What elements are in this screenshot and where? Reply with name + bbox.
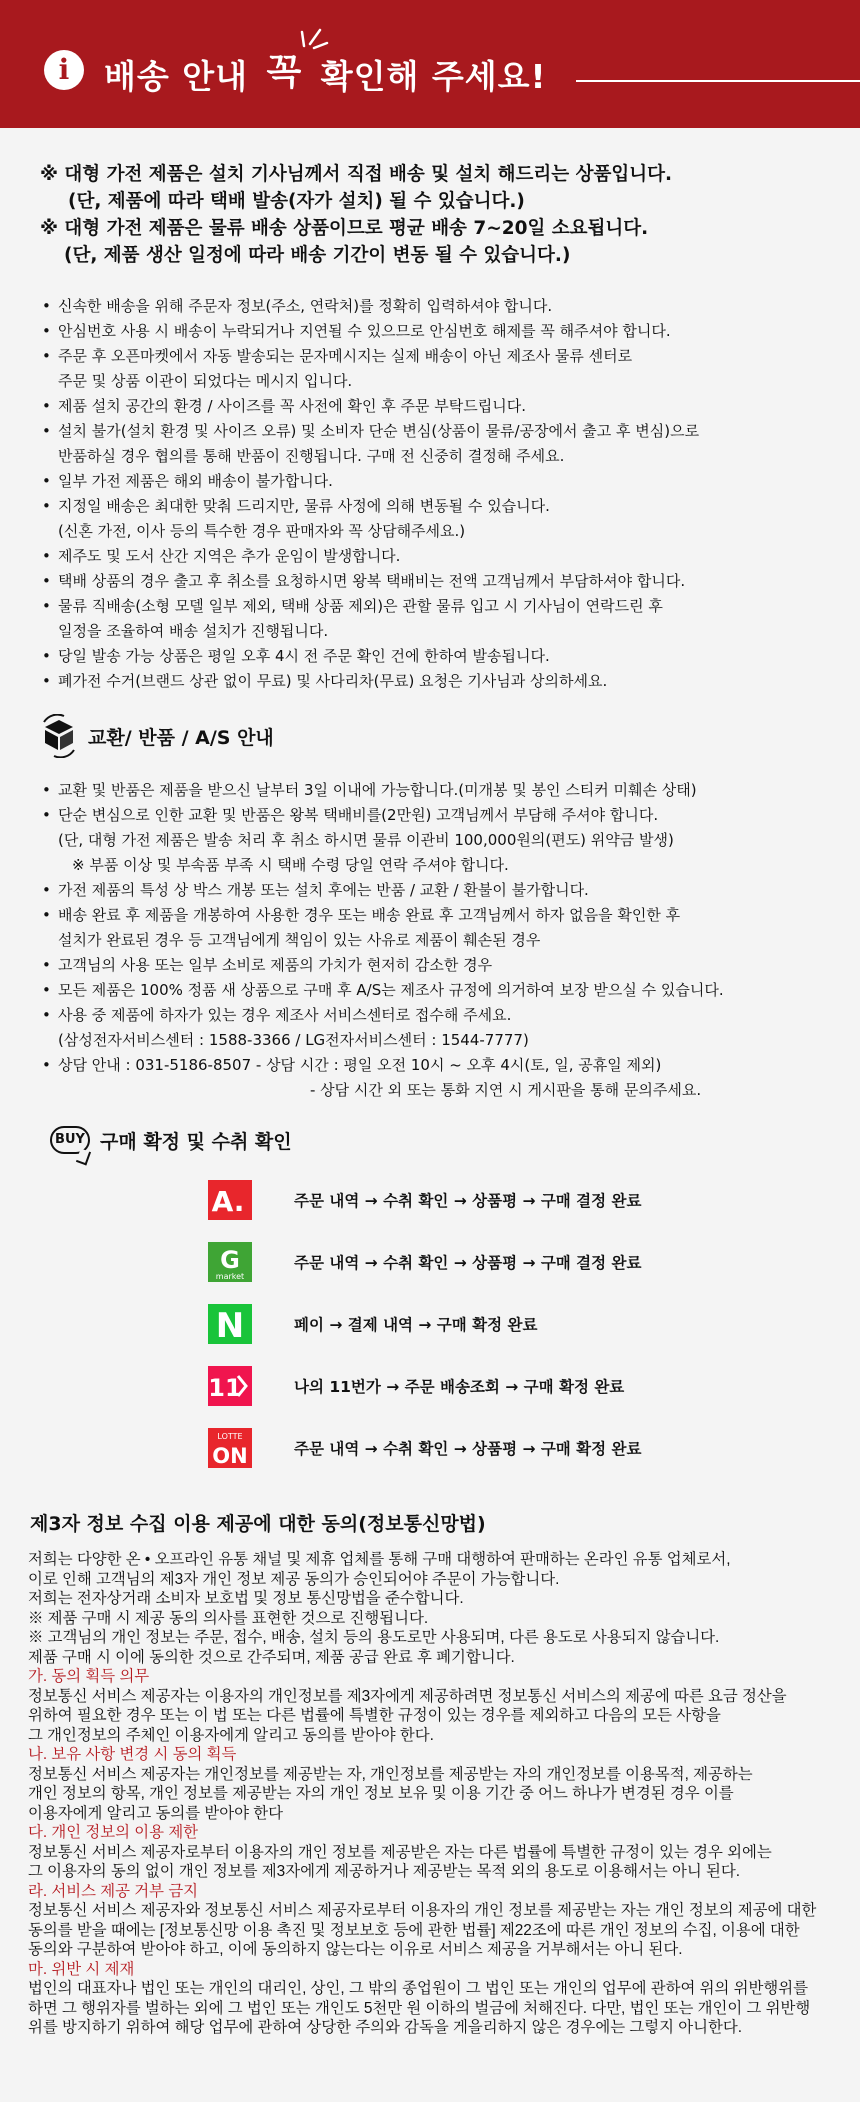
market-row-11st — [208, 1366, 624, 1406]
legal-subheading: 다. 개인 정보의 이용 제한 — [28, 1824, 199, 1841]
market-steps: 나의 11번가 → 주문 배송조회 → 구매 확정 완료 — [294, 1378, 625, 1396]
exchange-title: 교환/ 반품 / A/S 안내 — [88, 726, 274, 749]
shipping-notice-list — [40, 294, 699, 694]
title-emphasis: 꼭 — [266, 51, 303, 93]
market-row-lotteon — [208, 1428, 641, 1468]
list-item: • 사용 중 제품에 하자가 있는 경우 제조사 서비스센터로 접수해 주세요. — [40, 1003, 724, 1028]
sparkle-icon — [300, 24, 330, 50]
purchase-section-header — [50, 1126, 292, 1154]
gmarket-sub: market — [215, 1272, 245, 1281]
header-banner — [0, 0, 860, 128]
list-item: (단, 대형 가전 제품은 발송 처리 후 취소 하시면 물류 이관비 100,000원의(편도) 위약금 발생) — [58, 831, 674, 849]
exchange-list — [40, 778, 724, 1103]
legal-line: 동의를 받을 때에는 [정보통신망 이용 촉진 및 정보보호 등에 관한 법률] 제22조에 따른 개인 정보의 수집, 이용에 대한 — [28, 1921, 800, 1939]
legal-line: 저희는 다양한 온 • 오프라인 유통 채널 및 제휴 업체를 통해 구매 대행하여 판매하는 온라인 유통 업체로서, — [28, 1551, 731, 1568]
gmarket-mark: G — [220, 1246, 240, 1274]
list-item: • 단순 변심으로 인한 교환 및 반품은 왕복 택배비를(2만원) 고객님께서 부담해 주셔야 합니다. — [40, 803, 724, 828]
list-item: • 지정일 배송은 최대한 맞춰 드리지만, 물류 사정에 의해 변동될 수 있습니다. — [40, 494, 699, 519]
auction-mark: A. — [211, 1185, 245, 1218]
list-item: • 고객님의 사용 또는 일부 소비로 제품의 가치가 현저히 감소한 경우 — [40, 953, 724, 978]
legal-line: 그 개인정보의 주체인 이용자에게 알리고 동의를 받아야 한다. — [28, 1726, 434, 1744]
list-item: • 상담 안내 : 031-5186-8507 - 상담 시간 : 평일 오전 10시 ~ 오후 4시(토, 일, 공휴일 제외) — [40, 1053, 724, 1078]
notice-line: (단, 제품 생산 일정에 따라 배송 기간이 변동 될 수 있습니다.) — [64, 245, 571, 266]
list-item: • 모든 제품은 100% 정품 새 상품으로 구매 후 A/S는 제조사 규정에 의거하여 보장 받으실 수 있습니다. — [40, 978, 724, 1003]
legal-line: 위하여 필요한 경우 또는 이 법 또는 다른 법률에 특별한 규정이 있는 경우를 제외하고 다음의 모든 사항을 — [28, 1707, 721, 1724]
legal-line: 그 이용자의 동의 없이 개인 정보를 제3자에게 제공하거나 제공받는 목적 외의 용도로 이용해서는 아니 된다. — [28, 1863, 740, 1880]
header-divider — [576, 80, 860, 82]
notice-line: ※ 대형 가전 제품은 설치 기사님께서 직접 배송 및 설치 해드리는 상품입니다. — [40, 164, 672, 185]
list-item: • 제품 설치 공간의 환경 / 사이즈를 꼭 사전에 확인 후 주문 부탁드립니다. — [40, 394, 699, 419]
11st-mark: 11 — [208, 1374, 242, 1402]
notice-line: ※ 대형 가전 제품은 물류 배송 상품이므로 평균 배송 7~20일 소요됩니다. — [40, 218, 649, 239]
list-item: • 물류 직배송(소형 모델 일부 제외, 택배 상품 제외)은 관할 물류 입고 시 기사님이 연락드린 후 — [40, 594, 699, 619]
list-item: • 신속한 배송을 위해 주문자 정보(주소, 연락처)를 정확히 입력하셔야 합니다. — [40, 294, 699, 319]
legal-subheading: 라. 서비스 제공 거부 금지 — [28, 1882, 199, 1900]
legal-subheading: 나. 보유 사항 변경 시 동의 획득 — [28, 1746, 237, 1763]
legal-line: 정보통신 서비스 제공자는 개인정보를 제공받는 자, 개인정보를 제공받는 자의 개인정보를 이용목적, 제공하는 — [28, 1765, 753, 1783]
buy-icon: BUY — [50, 1126, 90, 1154]
list-item: (신혼 가전, 이사 등의 특수한 경우 판매자와 꼭 상담해주세요.) — [58, 522, 466, 540]
list-item: 주문 및 상품 이관이 되었다는 메시지 입니다. — [58, 372, 353, 390]
list-item: ※ 부품 이상 및 부속품 부족 시 택배 수령 당일 연락 주셔야 합니다. — [72, 856, 509, 874]
market-row-gmarket — [208, 1242, 641, 1282]
legal-line: 위를 방지하기 위하여 해당 업무에 관하여 상당한 주의와 감독을 게을리하지 않은 경우에는 그렇지 아니한다. — [28, 2019, 743, 2036]
title-part1: 배송 안내 — [104, 57, 249, 96]
market-steps: 주문 내역 → 수취 확인 → 상품평 → 구매 확정 완료 — [294, 1440, 642, 1458]
exchange-section-header — [40, 714, 274, 758]
list-item: • 교환 및 반품은 제품을 받으신 날부터 3일 이내에 가능합니다.(미개봉 및 봉인 스티커 미훼손 상태) — [40, 778, 724, 803]
legal-line: 이로 인해 고객님의 제3자 개인 정보 제공 동의가 승인되어야 주문이 가능합니다. — [28, 1570, 560, 1588]
legal-line: 하면 그 행위자를 벌하는 외에 그 법인 또는 개인도 5천만 원 이하의 벌금에 처해진다. 다만, 법인 또는 개인이 그 위반행 — [28, 1999, 811, 2017]
lotteon-sub: LOTTE — [217, 1432, 243, 1441]
11st-logo — [208, 1366, 252, 1406]
gmarket-logo — [208, 1242, 252, 1282]
lotteon-mark: ON — [212, 1444, 248, 1468]
legal-text — [28, 1550, 848, 2038]
legal-subheading: 가. 동의 획득 의무 — [28, 1668, 150, 1685]
list-item: • 가전 제품의 특성 상 박스 개봉 또는 설치 후에는 반품 / 교환 / 환불이 불가합니다. — [40, 878, 724, 903]
legal-title: 제3자 정보 수집 이용 제공에 대한 동의(정보통신망법) — [30, 1513, 486, 1535]
list-item: - 상담 시간 외 또는 통화 지연 시 게시판을 통해 문의주세요. — [310, 1081, 702, 1099]
list-item: • 주문 후 오픈마켓에서 자동 발송되는 문자메시지는 실제 배송이 아닌 제조사 물류 센터로 — [40, 344, 699, 369]
legal-line: 개인 정보의 항목, 개인 정보를 제공받는 자의 개인 정보 보유 및 이용 기간 중 어느 하나가 변경된 경우 이를 — [28, 1785, 734, 1802]
list-item: • 폐가전 수거(브랜드 상관 없이 무료) 및 사다리차(무료) 요청은 기사님과 상의하세요. — [40, 669, 699, 694]
market-steps: 페이 → 결제 내역 → 구매 확정 완료 — [294, 1316, 538, 1334]
market-row-auction — [208, 1180, 641, 1220]
legal-line: ※ 고객님의 개인 정보는 주문, 접수, 배송, 설치 등의 용도로만 사용되며, 다른 용도로 사용되지 않습니다. — [28, 1629, 720, 1646]
list-item: • 배송 완료 후 제품을 개봉하여 사용한 경우 또는 배송 완료 후 고객님께서 하자 없음을 확인한 후 — [40, 903, 724, 928]
legal-line: 이용자에게 알리고 동의를 받아야 한다 — [28, 1804, 283, 1822]
box-exchange-icon — [40, 714, 78, 758]
legal-line: 법인의 대표자나 법인 또는 개인의 대리인, 상인, 그 밖의 종업원이 그 법인 또는 개인의 업무에 관하여 위의 위반행위를 — [28, 1980, 809, 1997]
list-item: 반품하실 경우 협의를 통해 반품이 진행됩니다. 구매 전 신중히 결정해 주세요. — [58, 447, 565, 465]
naver-mark: N — [215, 1306, 245, 1344]
lotteon-logo — [208, 1428, 252, 1468]
list-item: • 일부 가전 제품은 해외 배송이 불가합니다. — [40, 469, 699, 494]
naver-logo — [208, 1304, 252, 1344]
list-item: • 설치 불가(설치 환경 및 사이즈 오류) 및 소비자 단순 변심(상품이 물류/공장에서 출고 후 변심)으로 — [40, 419, 699, 444]
market-steps: 주문 내역 → 수취 확인 → 상품평 → 구매 결정 완료 — [294, 1254, 642, 1272]
purchase-title: 구매 확정 및 수취 확인 — [100, 1130, 292, 1153]
list-item: 일정을 조율하여 배송 설치가 진행됩니다. — [58, 622, 329, 640]
title-part2: 확인해 주세요! — [320, 57, 547, 96]
notice-line: (단, 제품에 따라 택배 발송(자가 설치) 될 수 있습니다.) — [68, 191, 525, 212]
list-item: • 당일 발송 가능 상품은 평일 오후 4시 전 주문 확인 건에 한하여 발송됩니다. — [40, 644, 699, 669]
list-item: • 안심번호 사용 시 배송이 누락되거나 지연될 수 있으므로 안심번호 해제를 꼭 해주셔야 합니다. — [40, 319, 699, 344]
legal-line: 정보통신 서비스 제공자와 정보통신 서비스 제공자로부터 이용자의 개인 정보를 제공받는 자는 개인 정보의 제공에 대한 — [28, 1902, 817, 1919]
page-title — [104, 48, 547, 99]
info-icon: i — [44, 50, 84, 90]
legal-line: 정보통신 서비스 제공자는 이용자의 개인정보를 제3자에게 제공하려면 정보통신 서비스의 제공에 따른 요금 정산을 — [28, 1687, 787, 1705]
auction-logo — [208, 1180, 252, 1220]
legal-line: 제품 구매 시 이에 동의한 것으로 간주되며, 제품 공급 완료 후 폐기합니다. — [28, 1648, 515, 1666]
market-steps: 주문 내역 → 수취 확인 → 상품평 → 구매 결정 완료 — [294, 1192, 642, 1210]
list-item: (삼성전자서비스센터 : 1588-3366 / LG전자서비스센터 : 1544-7777) — [58, 1031, 529, 1049]
list-item: 설치가 완료된 경우 등 고객님에게 책임이 있는 사유로 제품이 훼손된 경우 — [58, 931, 541, 949]
legal-line: ※ 제품 구매 시 제공 동의 의사를 표현한 것으로 진행됩니다. — [28, 1609, 429, 1627]
market-row-naver — [208, 1304, 537, 1344]
legal-line: 동의와 구분하여 받아야 하고, 이에 동의하지 않는다는 이유로 서비스 제공을 거부해서는 아니 된다. — [28, 1941, 683, 1958]
legal-subheading: 마. 위반 시 제재 — [28, 1960, 135, 1978]
legal-line: 정보통신 서비스 제공자로부터 이용자의 개인 정보를 제공받은 자는 다른 법률에 특별한 규정이 있는 경우 외에는 — [28, 1843, 772, 1861]
list-item: • 제주도 및 도서 산간 지역은 추가 운임이 발생합니다. — [40, 544, 699, 569]
list-item: • 택배 상품의 경우 출고 후 취소를 요청하시면 왕복 택배비는 전액 고객님께서 부담하셔야 합니다. — [40, 569, 699, 594]
legal-line: 저희는 전자상거래 소비자 보호법 및 정보 통신망법을 준수합니다. — [28, 1590, 464, 1607]
